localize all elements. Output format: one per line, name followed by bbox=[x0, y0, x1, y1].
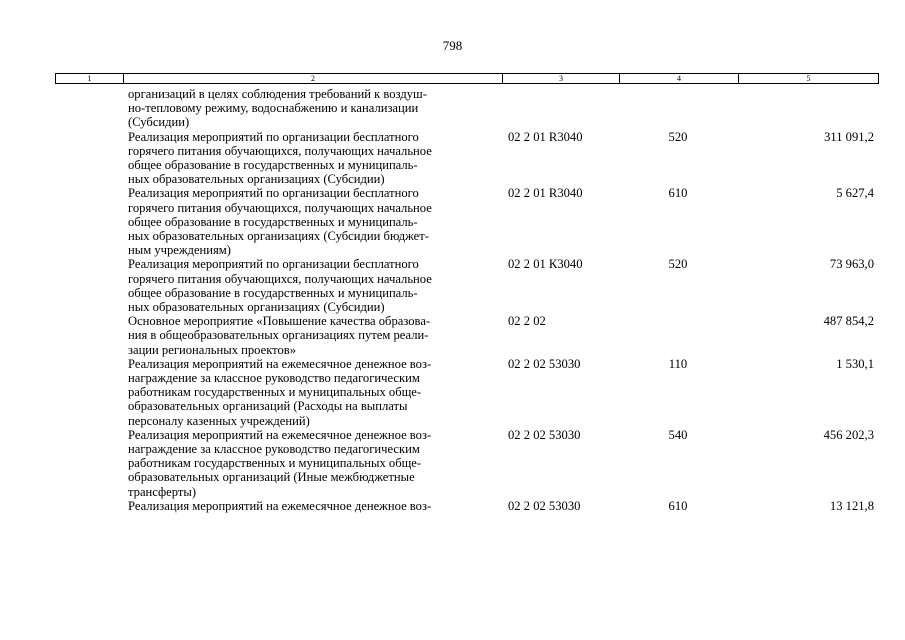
row-code: 02 2 02 53030 bbox=[508, 498, 581, 513]
table-row bbox=[0, 499, 905, 513]
table-row bbox=[0, 130, 905, 187]
row-amount: 5 627,4 bbox=[836, 186, 874, 201]
row-code: 02 2 01 R3040 bbox=[508, 186, 583, 201]
row-name: Реализация мероприятий по организации бесплатного горячего питания обучающихся, получающих начальное общее образование в государственных и муниципаль- ных образовательных организациях (Субсидии) bbox=[128, 129, 432, 187]
row-type: 540 bbox=[668, 427, 688, 442]
table-row bbox=[0, 428, 905, 499]
column-header-4: 4 bbox=[620, 74, 739, 83]
column-header-2: 2 bbox=[124, 74, 503, 83]
table-row bbox=[0, 314, 905, 357]
table-body bbox=[0, 87, 905, 513]
row-name: Реализация мероприятий на ежемесячное денежное воз- bbox=[128, 498, 432, 513]
table-row bbox=[0, 357, 905, 428]
row-code: 02 2 01 К3040 bbox=[508, 257, 583, 272]
row-amount: 13 121,8 bbox=[829, 498, 874, 513]
row-amount: 1 530,1 bbox=[836, 356, 874, 371]
row-type: 520 bbox=[668, 129, 688, 144]
row-name: Реализация мероприятий на ежемесячное денежное воз- награждение за классное руководство педагогическим работникам государственных и муниципальных обще- образовательных организаций (Расходы на выплаты персоналу казенных учреждений) bbox=[128, 356, 432, 428]
row-name: организаций в целях соблюдения требований к воздуш- но-тепловому режиму, водоснабжению и канализации (Субсидии) bbox=[128, 87, 427, 130]
row-type: 520 bbox=[668, 257, 688, 272]
row-name: Реализация мероприятий на ежемесячное денежное воз- награждение за классное руководство педагогическим работникам государственных и муниципальных обще- образовательных организаций (Иные межбюджетные трансферты) bbox=[128, 427, 432, 499]
row-code: 02 2 01 R3040 bbox=[508, 129, 583, 144]
row-code: 02 2 02 bbox=[508, 314, 546, 329]
row-amount: 311 091,2 bbox=[824, 129, 874, 144]
column-header-3: 3 bbox=[503, 74, 620, 83]
table-row bbox=[0, 87, 905, 130]
page-number: 798 bbox=[442, 38, 463, 53]
row-code: 02 2 02 53030 bbox=[508, 427, 581, 442]
row-amount: 73 963,0 bbox=[829, 257, 874, 272]
row-type: 610 bbox=[668, 498, 688, 513]
column-header-5: 5 bbox=[806, 74, 811, 83]
row-type: 110 bbox=[668, 356, 688, 371]
row-code: 02 2 02 53030 bbox=[508, 356, 581, 371]
row-amount: 487 854,2 bbox=[823, 314, 874, 329]
row-type: 610 bbox=[668, 186, 688, 201]
row-name: Реализация мероприятий по организации бесплатного горячего питания обучающихся, получающих начальное общее образование в государственных и муниципаль- ных образовательных организациях (Субсидии) bbox=[128, 257, 432, 315]
table-header bbox=[55, 73, 879, 84]
row-amount: 456 202,3 bbox=[823, 427, 874, 442]
row-name: Реализация мероприятий по организации бесплатного горячего питания обучающихся, получающих начальное общее образование в государственных и муниципаль- ных образовательных организациях (Субсидии бюджет- ным учреждениям) bbox=[128, 186, 432, 258]
table-row bbox=[0, 257, 905, 314]
column-header-1: 1 bbox=[56, 74, 124, 83]
row-name: Основное мероприятие «Повышение качества образова- ния в общеобразовательных организациях путем реали- зации региональных проектов» bbox=[128, 314, 431, 357]
table-row bbox=[0, 186, 905, 257]
